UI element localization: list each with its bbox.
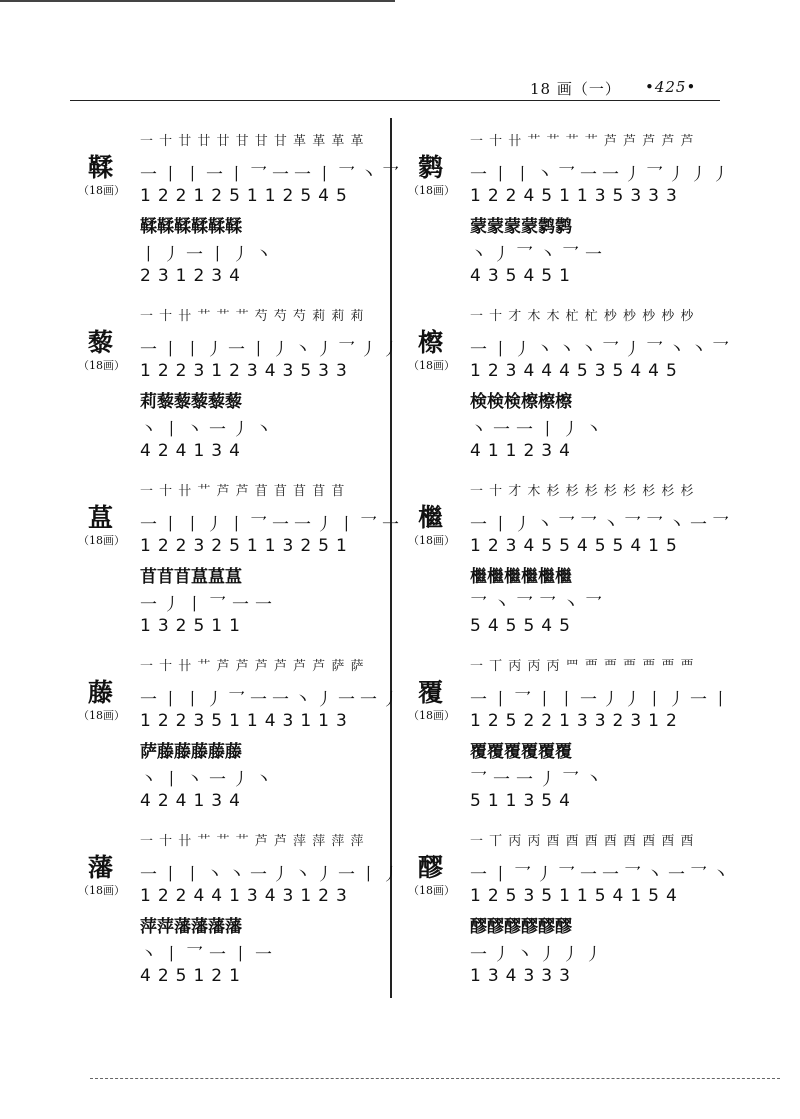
- stroke-count-label: （18画）: [78, 359, 125, 372]
- stroke-sequence-partials-2: 覆覆覆覆覆覆: [470, 742, 572, 762]
- stroke-count-label: （18画）: [408, 709, 455, 722]
- section-label: 18 画（一）: [530, 80, 621, 98]
- stroke-sequence-partials: 一 丅 丙 丙 酉 酉 酉 酉 酉 酉 酉 酉: [470, 834, 695, 849]
- stroke-codes: 125351154154: [470, 886, 684, 906]
- stroke-count-label: （18画）: [408, 184, 455, 197]
- stroke-codes: 123444535445: [470, 361, 684, 381]
- stroke-codes-2: 411234: [470, 441, 577, 461]
- stroke-codes-2: 424134: [140, 791, 247, 811]
- stroke-codes-2: 435451: [470, 266, 577, 286]
- stroke-count-label: （18画）: [408, 359, 455, 372]
- stroke-codes-2: 511354: [470, 791, 577, 811]
- stroke-glyphs-2: 乛丶乛乛丶乛: [470, 595, 608, 615]
- stroke-count-label: （18画）: [78, 184, 125, 197]
- character-entry: [402, 293, 732, 468]
- character-entry: [402, 818, 732, 993]
- stroke-sequence-partials-2: 檵檵檵檵檵檵: [470, 567, 572, 587]
- stroke-sequence-partials-2: 検検検檫檫檫: [470, 392, 572, 412]
- stroke-sequence-partials: 一 十 才 木 木 杧 杧 杪 杪 杪 杪 杪: [470, 309, 695, 324]
- stroke-count-label: （18画）: [408, 884, 455, 897]
- character-entry: [402, 643, 732, 818]
- stroke-count-label: （18画）: [408, 534, 455, 547]
- stroke-sequence-partials: 一 十 廿 廿 廿 甘 甘 甘 革 革 革 革: [140, 134, 365, 149]
- stroke-glyphs: 一丨乛丿乛一一乛丶一乛丶: [470, 865, 734, 885]
- stroke-sequence-partials-2: 鞣鞣鞣鞣鞣鞣: [140, 217, 242, 237]
- stroke-codes: 125221332312: [470, 711, 684, 731]
- stroke-sequence-partials: 一 十 卄 艹 芦 芦 苜 苜 苜 苜 苜: [140, 484, 346, 499]
- headword: 檵: [418, 503, 444, 532]
- stroke-glyphs: 一丨丨丿丨乛一一丿丨乛一: [140, 515, 404, 535]
- left-column: [72, 118, 402, 993]
- stroke-glyphs-2: 丶丨丶一丿丶: [140, 420, 278, 440]
- stroke-glyphs-2: 乛一一丿乛丶: [470, 770, 608, 790]
- stroke-codes-2: 134333: [470, 966, 577, 986]
- headword: 覆: [418, 678, 444, 707]
- stroke-sequence-partials-2: 萨藤藤藤藤藤: [140, 742, 242, 762]
- stroke-codes: 122441343123: [140, 886, 354, 906]
- stroke-codes-2: 231234: [140, 266, 247, 286]
- stroke-glyphs-2: 丶一一丨丿丶: [470, 420, 608, 440]
- stroke-sequence-partials: 一 丅 丙 丙 丙 罒 覀 覀 覀 覀 覀 覀: [470, 659, 695, 674]
- stroke-glyphs-2: 一丿丶丿丿丿: [470, 945, 608, 965]
- headword: 鹲: [418, 153, 444, 182]
- stroke-sequence-partials: 一 十 才 木 杉 杉 杉 杉 杉 杉 杉 杉: [470, 484, 695, 499]
- stroke-count-label: （18画）: [78, 709, 125, 722]
- character-entry: [72, 118, 402, 293]
- stroke-codes-2: 545545: [470, 616, 577, 636]
- stroke-glyphs-2: 丶丨乛一丨一: [140, 945, 278, 965]
- stroke-glyphs: 一丨丿丶丶丶乛丿乛丶丶乛: [470, 340, 734, 360]
- stroke-sequence-partials-2: 莉藜藜藜藜藜: [140, 392, 242, 412]
- stroke-glyphs: 一丨丿丶乛乛丶乛乛丶一乛: [470, 515, 734, 535]
- stroke-sequence-partials-2: 萍萍藩藩藩藩: [140, 917, 242, 937]
- character-entry: [72, 818, 402, 993]
- headword: 醪: [418, 853, 444, 882]
- page-header: [0, 78, 697, 98]
- headword: 藤: [88, 678, 114, 707]
- headword: 藜: [88, 328, 114, 357]
- bottom-rule: [90, 1078, 780, 1080]
- stroke-sequence-partials: 一 十 卄 艹 艹 艹 芍 芍 芍 莉 莉 莉: [140, 309, 365, 324]
- stroke-glyphs: 一丨丨丿乛一一丶丿一一丿: [140, 690, 404, 710]
- top-rule: [0, 0, 395, 2]
- stroke-codes-2: 424134: [140, 441, 247, 461]
- headword: 藩: [88, 853, 114, 882]
- headword: 蒀: [88, 503, 114, 532]
- stroke-glyphs-2: 丨丿一丨丿丶: [140, 245, 278, 265]
- stroke-sequence-partials-2: 醪醪醪醪醪醪: [470, 917, 572, 937]
- stroke-glyphs: 一丨丨丿一丨丿丶丿乛丿丿: [140, 340, 404, 360]
- stroke-count-label: （18画）: [78, 534, 125, 547]
- stroke-glyphs-2: 一丿丨乛一一: [140, 595, 278, 615]
- header-rule: [70, 100, 720, 101]
- stroke-glyphs-2: 丶丨丶一丿丶: [140, 770, 278, 790]
- character-entry: [72, 293, 402, 468]
- character-entry: [402, 118, 732, 293]
- stroke-codes-2: 425121: [140, 966, 247, 986]
- stroke-glyphs-2: 丶丿乛丶乛一: [470, 245, 608, 265]
- character-entry: [72, 643, 402, 818]
- headword: 鞣: [88, 153, 114, 182]
- stroke-codes: 123455455415: [470, 536, 684, 556]
- stroke-count-label: （18画）: [78, 884, 125, 897]
- stroke-glyphs: 一丨乛丨丨一丿丿丨丿一丨: [470, 690, 734, 710]
- stroke-codes: 122325113251: [140, 536, 354, 556]
- stroke-sequence-partials: 一 十 卄 艹 芦 芦 芦 芦 芦 芦 萨 萨: [140, 659, 365, 674]
- stroke-glyphs: 一丨丨一丨乛一一丨乛丶乛: [140, 165, 404, 185]
- character-entry: [402, 468, 732, 643]
- stroke-codes-2: 132511: [140, 616, 247, 636]
- stroke-codes: 122125112545: [140, 186, 354, 206]
- stroke-codes: 122451135333: [470, 186, 684, 206]
- character-entry: [72, 468, 402, 643]
- right-column: [402, 118, 732, 993]
- stroke-sequence-partials: 一 十 卄 艹 艹 艹 芦 芦 萍 萍 萍 萍: [140, 834, 365, 849]
- headword: 檫: [418, 328, 444, 357]
- stroke-glyphs: 一丨丨丶丶一丿丶丿一丨丿: [140, 865, 404, 885]
- stroke-codes: 122351143113: [140, 711, 354, 731]
- stroke-codes: 122312343533: [140, 361, 354, 381]
- stroke-glyphs: 一丨丨丶乛一一丿乛丿丿丿: [470, 165, 734, 185]
- stroke-sequence-partials: 一 十 卄 艹 艹 艹 艹 芦 芦 芦 芦 芦: [470, 134, 695, 149]
- stroke-sequence-partials-2: 苜苜苜蒀蒀蒀: [140, 567, 242, 587]
- page-number: •425•: [645, 78, 697, 96]
- stroke-sequence-partials-2: 蒙蒙蒙蒙鹲鹲: [470, 217, 572, 237]
